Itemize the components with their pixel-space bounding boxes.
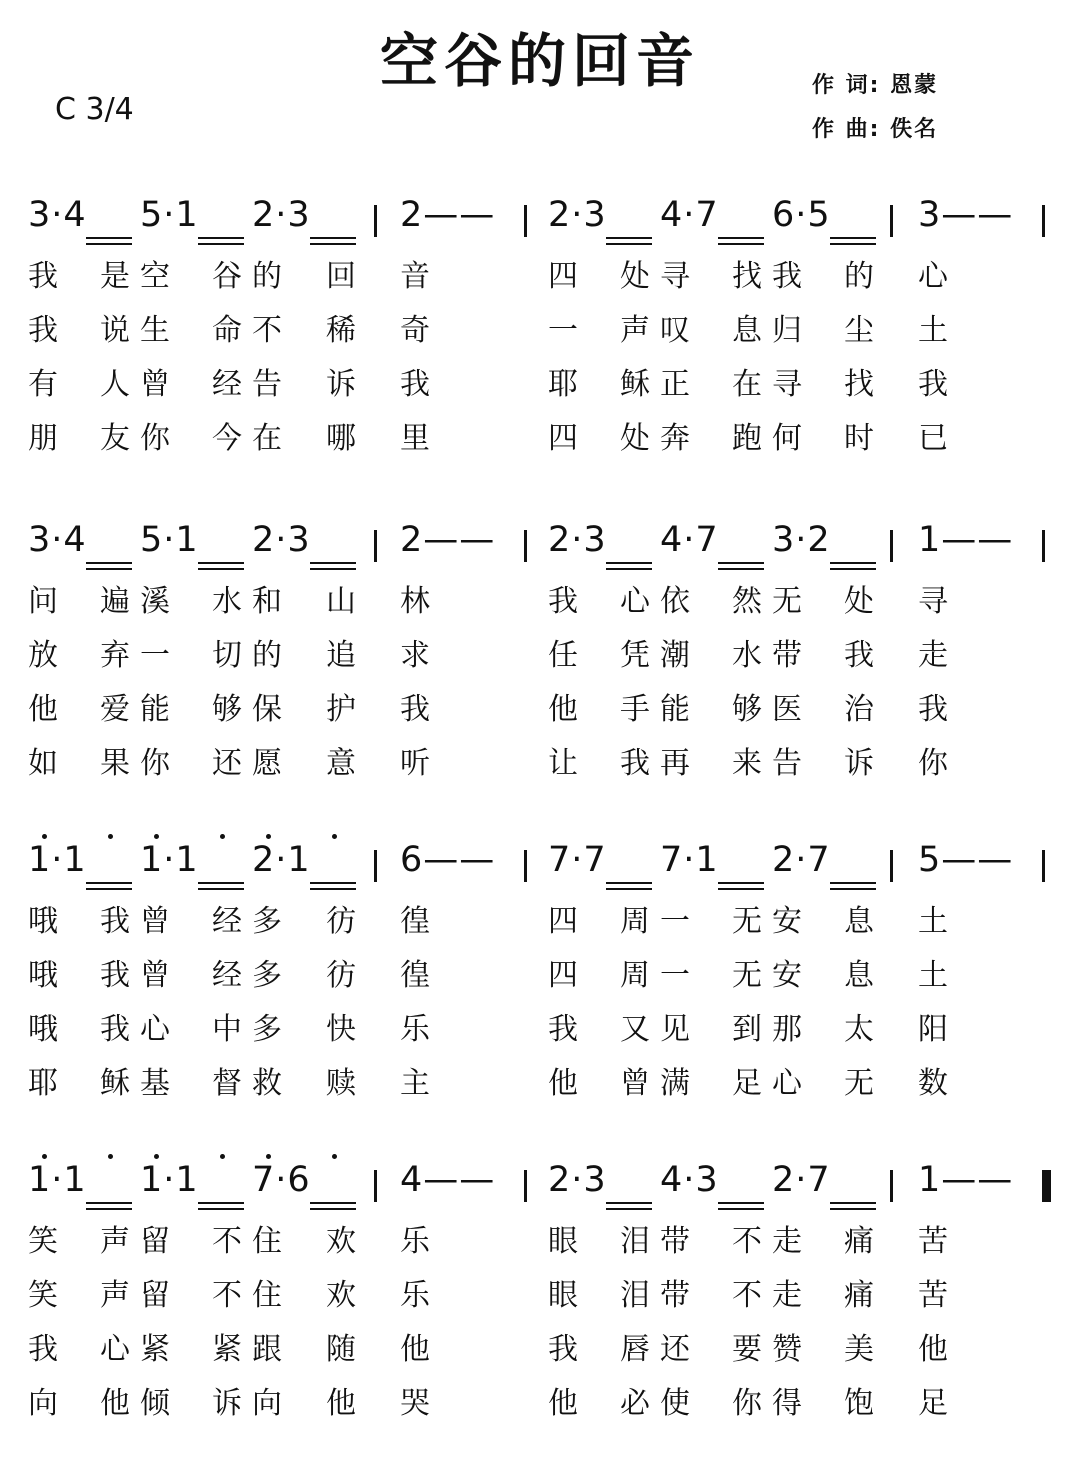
lyric-syllable: 我 <box>400 367 440 402</box>
note-group: 7·1 <box>660 840 719 880</box>
lyric-syllable: 友你 <box>100 421 180 456</box>
lyric-syllable: 紧跟 <box>212 1332 292 1367</box>
lyric-syllable: 已 <box>918 421 958 456</box>
lyric-line <box>0 1058 1080 1112</box>
lyric-syllable: 处寻 <box>620 259 700 294</box>
lyric-syllable: 周一 <box>620 958 700 993</box>
lyric-syllable: 声留 <box>100 1224 180 1259</box>
lyric-syllable: 问 <box>28 584 68 619</box>
beat-underline <box>86 1202 132 1204</box>
lyric-line <box>0 630 1080 684</box>
lyric-line <box>0 684 1080 738</box>
lyric-line <box>0 1216 1080 1270</box>
lyric-syllable: 息 <box>844 958 884 993</box>
lyric-syllable: 督救 <box>212 1066 292 1101</box>
lyric-line <box>0 950 1080 1004</box>
beat-underline <box>606 882 652 884</box>
note-group: 1·1 <box>28 840 87 880</box>
lyric-line <box>0 1270 1080 1324</box>
note-group: 5·1 <box>140 195 199 235</box>
lyric-syllable: 我曾 <box>100 958 180 993</box>
key-signature: C 3/4 <box>55 92 134 127</box>
lyric-syllable: 的 <box>844 259 884 294</box>
beat-underline <box>198 1208 244 1210</box>
barline <box>1042 530 1045 562</box>
beat-underline <box>606 237 652 239</box>
lyric-syllable: 奇 <box>400 313 440 348</box>
lyric-syllable: 处奔 <box>620 421 700 456</box>
lyric-syllable: 四 <box>548 259 588 294</box>
lyric-syllable: 说生 <box>100 313 180 348</box>
beat-underline <box>830 888 876 890</box>
note-group: 2·3 <box>548 520 607 560</box>
lyric-syllable: 爱能 <box>100 692 180 727</box>
note-group: 5—— <box>918 840 1014 880</box>
lyric-syllable: 经告 <box>212 367 292 402</box>
lyric-syllable: 如 <box>28 746 68 781</box>
lyric-syllable: 我 <box>28 259 68 294</box>
lyric-syllable: 太 <box>844 1012 884 1047</box>
final-barline <box>1042 1170 1051 1202</box>
beat-underline <box>310 882 356 884</box>
lyric-syllable: 他 <box>28 692 68 727</box>
lyric-syllable: 够保 <box>212 692 292 727</box>
beat-underline <box>198 888 244 890</box>
lyric-syllable: 徨 <box>400 904 440 939</box>
beat-underline <box>310 888 356 890</box>
lyric-syllable: 泪带 <box>620 1278 700 1313</box>
lyric-syllable: 命不 <box>212 313 292 348</box>
note-group: 6—— <box>400 840 496 880</box>
lyric-line <box>0 251 1080 305</box>
lyric-syllable: 手能 <box>620 692 700 727</box>
beat-underline <box>718 1202 764 1204</box>
lyric-syllable: 让 <box>548 746 588 781</box>
lyric-syllable: 快 <box>326 1012 366 1047</box>
beat-underline <box>718 237 764 239</box>
lyric-syllable: 随 <box>326 1332 366 1367</box>
lyric-syllable: 痛 <box>844 1224 884 1259</box>
lyric-syllable: 乐 <box>400 1012 440 1047</box>
lyric-line <box>0 1324 1080 1378</box>
lyric-syllable: 息 <box>844 904 884 939</box>
beat-underline <box>718 568 764 570</box>
octave-dot <box>332 1154 337 1159</box>
lyric-syllable: 苦 <box>918 1278 958 1313</box>
note-group: 5·1 <box>140 520 199 560</box>
note-group: 3·2 <box>772 520 831 560</box>
note-group: 4·7 <box>660 195 719 235</box>
beat-underline <box>606 562 652 564</box>
lyric-syllable: 周一 <box>620 904 700 939</box>
lyric-syllable: 稣基 <box>100 1066 180 1101</box>
lyric-syllable: 我 <box>28 1332 68 1367</box>
lyric-line <box>0 1004 1080 1058</box>
lyric-syllable: 意 <box>326 746 366 781</box>
lyric-syllable: 林 <box>400 584 440 619</box>
lyric-line <box>0 576 1080 630</box>
lyric-syllable: 你得 <box>732 1386 812 1421</box>
lyric-line <box>0 1378 1080 1432</box>
lyric-syllable: 稀 <box>326 313 366 348</box>
barline <box>890 205 893 237</box>
octave-dot <box>220 834 225 839</box>
lyric-syllable: 阳 <box>918 1012 958 1047</box>
lyric-syllable: 找我 <box>732 259 812 294</box>
beat-underline <box>606 888 652 890</box>
lyric-line <box>0 413 1080 467</box>
lyric-syllable: 饱 <box>844 1386 884 1421</box>
lyric-syllable: 无 <box>844 1066 884 1101</box>
score-system <box>0 520 1080 820</box>
lyric-syllable: 人曾 <box>100 367 180 402</box>
lyric-syllable: 来告 <box>732 746 812 781</box>
octave-dot <box>266 834 271 839</box>
beat-underline <box>198 243 244 245</box>
lyric-syllable: 谷的 <box>212 259 292 294</box>
lyric-syllable: 赎 <box>326 1066 366 1101</box>
note-group: 3—— <box>918 195 1014 235</box>
barline <box>374 530 377 562</box>
beat-underline <box>606 1208 652 1210</box>
note-group: 2·3 <box>548 195 607 235</box>
beat-underline <box>310 237 356 239</box>
beat-underline <box>830 243 876 245</box>
octave-dot <box>154 834 159 839</box>
lyric-syllable: 他 <box>548 1066 588 1101</box>
barline <box>524 850 527 882</box>
barline <box>374 1170 377 1202</box>
beat-underline <box>830 1208 876 1210</box>
note-group: 2·3 <box>252 520 311 560</box>
note-group: 1·1 <box>140 840 199 880</box>
lyric-syllable: 耶 <box>28 1066 68 1101</box>
lyric-syllable: 回 <box>326 259 366 294</box>
lyricist-credit: 作 词: 恩蒙 <box>812 73 939 98</box>
lyric-syllable: 四 <box>548 958 588 993</box>
lyric-syllable: 我 <box>548 584 588 619</box>
lyric-syllable: 四 <box>548 421 588 456</box>
note-group: 2·3 <box>252 195 311 235</box>
barline <box>1042 850 1045 882</box>
composer-credit: 作 曲: 佚名 <box>812 117 939 142</box>
beat-underline <box>198 1202 244 1204</box>
score-system <box>0 195 1080 495</box>
lyric-syllable: 水带 <box>732 638 812 673</box>
lyric-syllable: 声留 <box>100 1278 180 1313</box>
lyric-syllable: 走 <box>918 638 958 673</box>
lyric-syllable: 他 <box>400 1332 440 1367</box>
lyric-syllable: 他 <box>548 692 588 727</box>
beat-underline <box>718 888 764 890</box>
lyric-syllable: 诉 <box>844 746 884 781</box>
score-system <box>0 840 1080 1140</box>
lyric-syllable: 我 <box>918 367 958 402</box>
beat-underline <box>606 568 652 570</box>
beat-underline <box>718 562 764 564</box>
note-group: 2·3 <box>548 1160 607 1200</box>
lyric-syllable: 徨 <box>400 958 440 993</box>
lyric-syllable: 向 <box>28 1386 68 1421</box>
lyric-syllable: 诉 <box>326 367 366 402</box>
lyric-line <box>0 738 1080 792</box>
beat-underline <box>86 1208 132 1210</box>
lyric-syllable: 切的 <box>212 638 292 673</box>
lyric-syllable: 心依 <box>620 584 700 619</box>
note-group: 2·1 <box>252 840 311 880</box>
lyric-syllable: 哦 <box>28 958 68 993</box>
lyric-syllable: 我曾 <box>100 904 180 939</box>
lyric-syllable: 主 <box>400 1066 440 1101</box>
lyric-syllable: 欢 <box>326 1278 366 1313</box>
score-system <box>0 1160 1080 1460</box>
lyric-syllable: 欢 <box>326 1224 366 1259</box>
lyric-syllable: 时 <box>844 421 884 456</box>
note-group: 2—— <box>400 195 496 235</box>
lyric-syllable: 朋 <box>28 421 68 456</box>
lyric-syllable: 美 <box>844 1332 884 1367</box>
beat-underline <box>830 568 876 570</box>
lyric-syllable: 哦 <box>28 904 68 939</box>
lyric-syllable: 我 <box>548 1012 588 1047</box>
lyric-syllable: 足心 <box>732 1066 812 1101</box>
lyric-syllable: 够医 <box>732 692 812 727</box>
octave-dot <box>266 1154 271 1159</box>
note-group: 7·7 <box>548 840 607 880</box>
lyric-syllable: 山 <box>326 584 366 619</box>
lyric-syllable: 中多 <box>212 1012 292 1047</box>
lyric-syllable: 音 <box>400 259 440 294</box>
lyric-syllable: 求 <box>400 638 440 673</box>
note-group: 2·7 <box>772 840 831 880</box>
lyric-syllable: 哭 <box>400 1386 440 1421</box>
beat-underline <box>830 882 876 884</box>
lyric-syllable: 是空 <box>100 259 180 294</box>
lyric-syllable: 心紧 <box>100 1332 180 1367</box>
lyric-syllable: 哦 <box>28 1012 68 1047</box>
lyric-syllable: 寻 <box>918 584 958 619</box>
song-title: 空谷的回音 <box>379 27 700 95</box>
lyric-syllable: 他 <box>326 1386 366 1421</box>
lyric-syllable: 我 <box>400 692 440 727</box>
lyric-syllable: 然无 <box>732 584 812 619</box>
lyric-line <box>0 305 1080 359</box>
note-group: 1—— <box>918 520 1014 560</box>
note-group: 4·3 <box>660 1160 719 1200</box>
note-group: 2—— <box>400 520 496 560</box>
lyric-syllable: 凭潮 <box>620 638 700 673</box>
lyric-syllable: 土 <box>918 313 958 348</box>
lyric-syllable: 曾满 <box>620 1066 700 1101</box>
lyric-syllable: 稣正 <box>620 367 700 402</box>
beat-underline <box>310 1208 356 1210</box>
beat-underline <box>830 562 876 564</box>
barline <box>890 530 893 562</box>
beat-underline <box>86 237 132 239</box>
lyric-syllable: 我 <box>548 1332 588 1367</box>
lyric-syllable: 不住 <box>212 1224 292 1259</box>
barline <box>374 205 377 237</box>
beat-underline <box>86 568 132 570</box>
barline <box>890 1170 893 1202</box>
note-group: 4·7 <box>660 520 719 560</box>
lyric-syllable: 声叹 <box>620 313 700 348</box>
lyric-syllable: 果你 <box>100 746 180 781</box>
beat-underline <box>830 1202 876 1204</box>
beat-underline <box>606 1202 652 1204</box>
lyric-syllable: 诉向 <box>212 1386 292 1421</box>
lyric-syllable: 在寻 <box>732 367 812 402</box>
barline <box>524 205 527 237</box>
barline <box>890 850 893 882</box>
beat-underline <box>830 237 876 239</box>
beat-underline <box>718 243 764 245</box>
lyric-line <box>0 896 1080 950</box>
octave-dot <box>108 1154 113 1159</box>
beat-underline <box>310 243 356 245</box>
lyric-syllable: 无安 <box>732 904 812 939</box>
octave-dot <box>220 1154 225 1159</box>
lyric-syllable: 我 <box>28 313 68 348</box>
lyric-syllable: 治 <box>844 692 884 727</box>
lyric-syllable: 苦 <box>918 1224 958 1259</box>
lyric-syllable: 不住 <box>212 1278 292 1313</box>
lyric-syllable: 笑 <box>28 1224 68 1259</box>
beat-underline <box>198 562 244 564</box>
note-group: 6·5 <box>772 195 831 235</box>
lyric-syllable: 遍溪 <box>100 584 180 619</box>
octave-dot <box>332 834 337 839</box>
lyric-syllable: 哪 <box>326 421 366 456</box>
lyric-syllable: 我再 <box>620 746 700 781</box>
lyric-syllable: 经多 <box>212 958 292 993</box>
lyric-syllable: 护 <box>326 692 366 727</box>
lyric-syllable: 息归 <box>732 313 812 348</box>
lyric-syllable: 四 <box>548 904 588 939</box>
beat-underline <box>86 888 132 890</box>
barline <box>374 850 377 882</box>
note-group: 7·6 <box>252 1160 311 1200</box>
lyric-syllable: 又见 <box>620 1012 700 1047</box>
lyric-syllable: 不走 <box>732 1278 812 1313</box>
lyric-syllable: 眼 <box>548 1278 588 1313</box>
lyric-syllable: 弃一 <box>100 638 180 673</box>
lyric-syllable: 我 <box>918 692 958 727</box>
lyric-syllable: 听 <box>400 746 440 781</box>
beat-underline <box>310 1202 356 1204</box>
lyric-syllable: 到那 <box>732 1012 812 1047</box>
lyric-syllable: 放 <box>28 638 68 673</box>
lyric-syllable: 我 <box>844 638 884 673</box>
octave-dot <box>154 1154 159 1159</box>
lyric-syllable: 他 <box>918 1332 958 1367</box>
barline <box>1042 205 1045 237</box>
beat-underline <box>310 562 356 564</box>
lyric-syllable: 笑 <box>28 1278 68 1313</box>
beat-underline <box>86 243 132 245</box>
lyric-syllable: 痛 <box>844 1278 884 1313</box>
lyric-syllable: 经多 <box>212 904 292 939</box>
lyric-syllable: 唇还 <box>620 1332 700 1367</box>
lyric-syllable: 跑何 <box>732 421 812 456</box>
lyric-syllable: 要赞 <box>732 1332 812 1367</box>
lyric-syllable: 里 <box>400 421 440 456</box>
beat-underline <box>198 568 244 570</box>
barline <box>524 1170 527 1202</box>
octave-dot <box>108 834 113 839</box>
beat-underline <box>606 243 652 245</box>
octave-dot <box>42 834 47 839</box>
lyric-syllable: 他倾 <box>100 1386 180 1421</box>
note-group: 4—— <box>400 1160 496 1200</box>
lyric-syllable: 土 <box>918 958 958 993</box>
lyric-syllable: 还愿 <box>212 746 292 781</box>
lyric-syllable: 必使 <box>620 1386 700 1421</box>
beat-underline <box>718 882 764 884</box>
lyric-syllable: 任 <box>548 638 588 673</box>
octave-dot <box>42 1154 47 1159</box>
lyric-syllable: 追 <box>326 638 366 673</box>
lyric-syllable: 一 <box>548 313 588 348</box>
beat-underline <box>198 237 244 239</box>
beat-underline <box>310 568 356 570</box>
lyric-syllable: 水和 <box>212 584 292 619</box>
lyric-syllable: 他 <box>548 1386 588 1421</box>
lyric-syllable: 足 <box>918 1386 958 1421</box>
lyric-syllable: 耶 <box>548 367 588 402</box>
beat-underline <box>86 882 132 884</box>
lyric-syllable: 土 <box>918 904 958 939</box>
note-group: 2·7 <box>772 1160 831 1200</box>
note-group: 1·1 <box>140 1160 199 1200</box>
lyric-syllable: 今在 <box>212 421 292 456</box>
note-group: 1—— <box>918 1160 1014 1200</box>
lyric-syllable: 乐 <box>400 1224 440 1259</box>
lyric-syllable: 彷 <box>326 958 366 993</box>
lyric-line <box>0 359 1080 413</box>
lyric-syllable: 眼 <box>548 1224 588 1259</box>
lyric-syllable: 数 <box>918 1066 958 1101</box>
note-group: 3·4 <box>28 195 87 235</box>
lyric-syllable: 无安 <box>732 958 812 993</box>
beat-underline <box>198 882 244 884</box>
lyric-syllable: 找 <box>844 367 884 402</box>
lyric-syllable: 尘 <box>844 313 884 348</box>
lyric-syllable: 不走 <box>732 1224 812 1259</box>
lyric-syllable: 我心 <box>100 1012 180 1047</box>
lyric-syllable: 有 <box>28 367 68 402</box>
lyric-syllable: 泪带 <box>620 1224 700 1259</box>
barline <box>524 530 527 562</box>
lyric-syllable: 你 <box>918 746 958 781</box>
lyric-syllable: 彷 <box>326 904 366 939</box>
lyric-syllable: 乐 <box>400 1278 440 1313</box>
beat-underline <box>718 1208 764 1210</box>
lyric-syllable: 心 <box>918 259 958 294</box>
lyric-syllable: 处 <box>844 584 884 619</box>
note-group: 1·1 <box>28 1160 87 1200</box>
note-group: 3·4 <box>28 520 87 560</box>
beat-underline <box>86 562 132 564</box>
